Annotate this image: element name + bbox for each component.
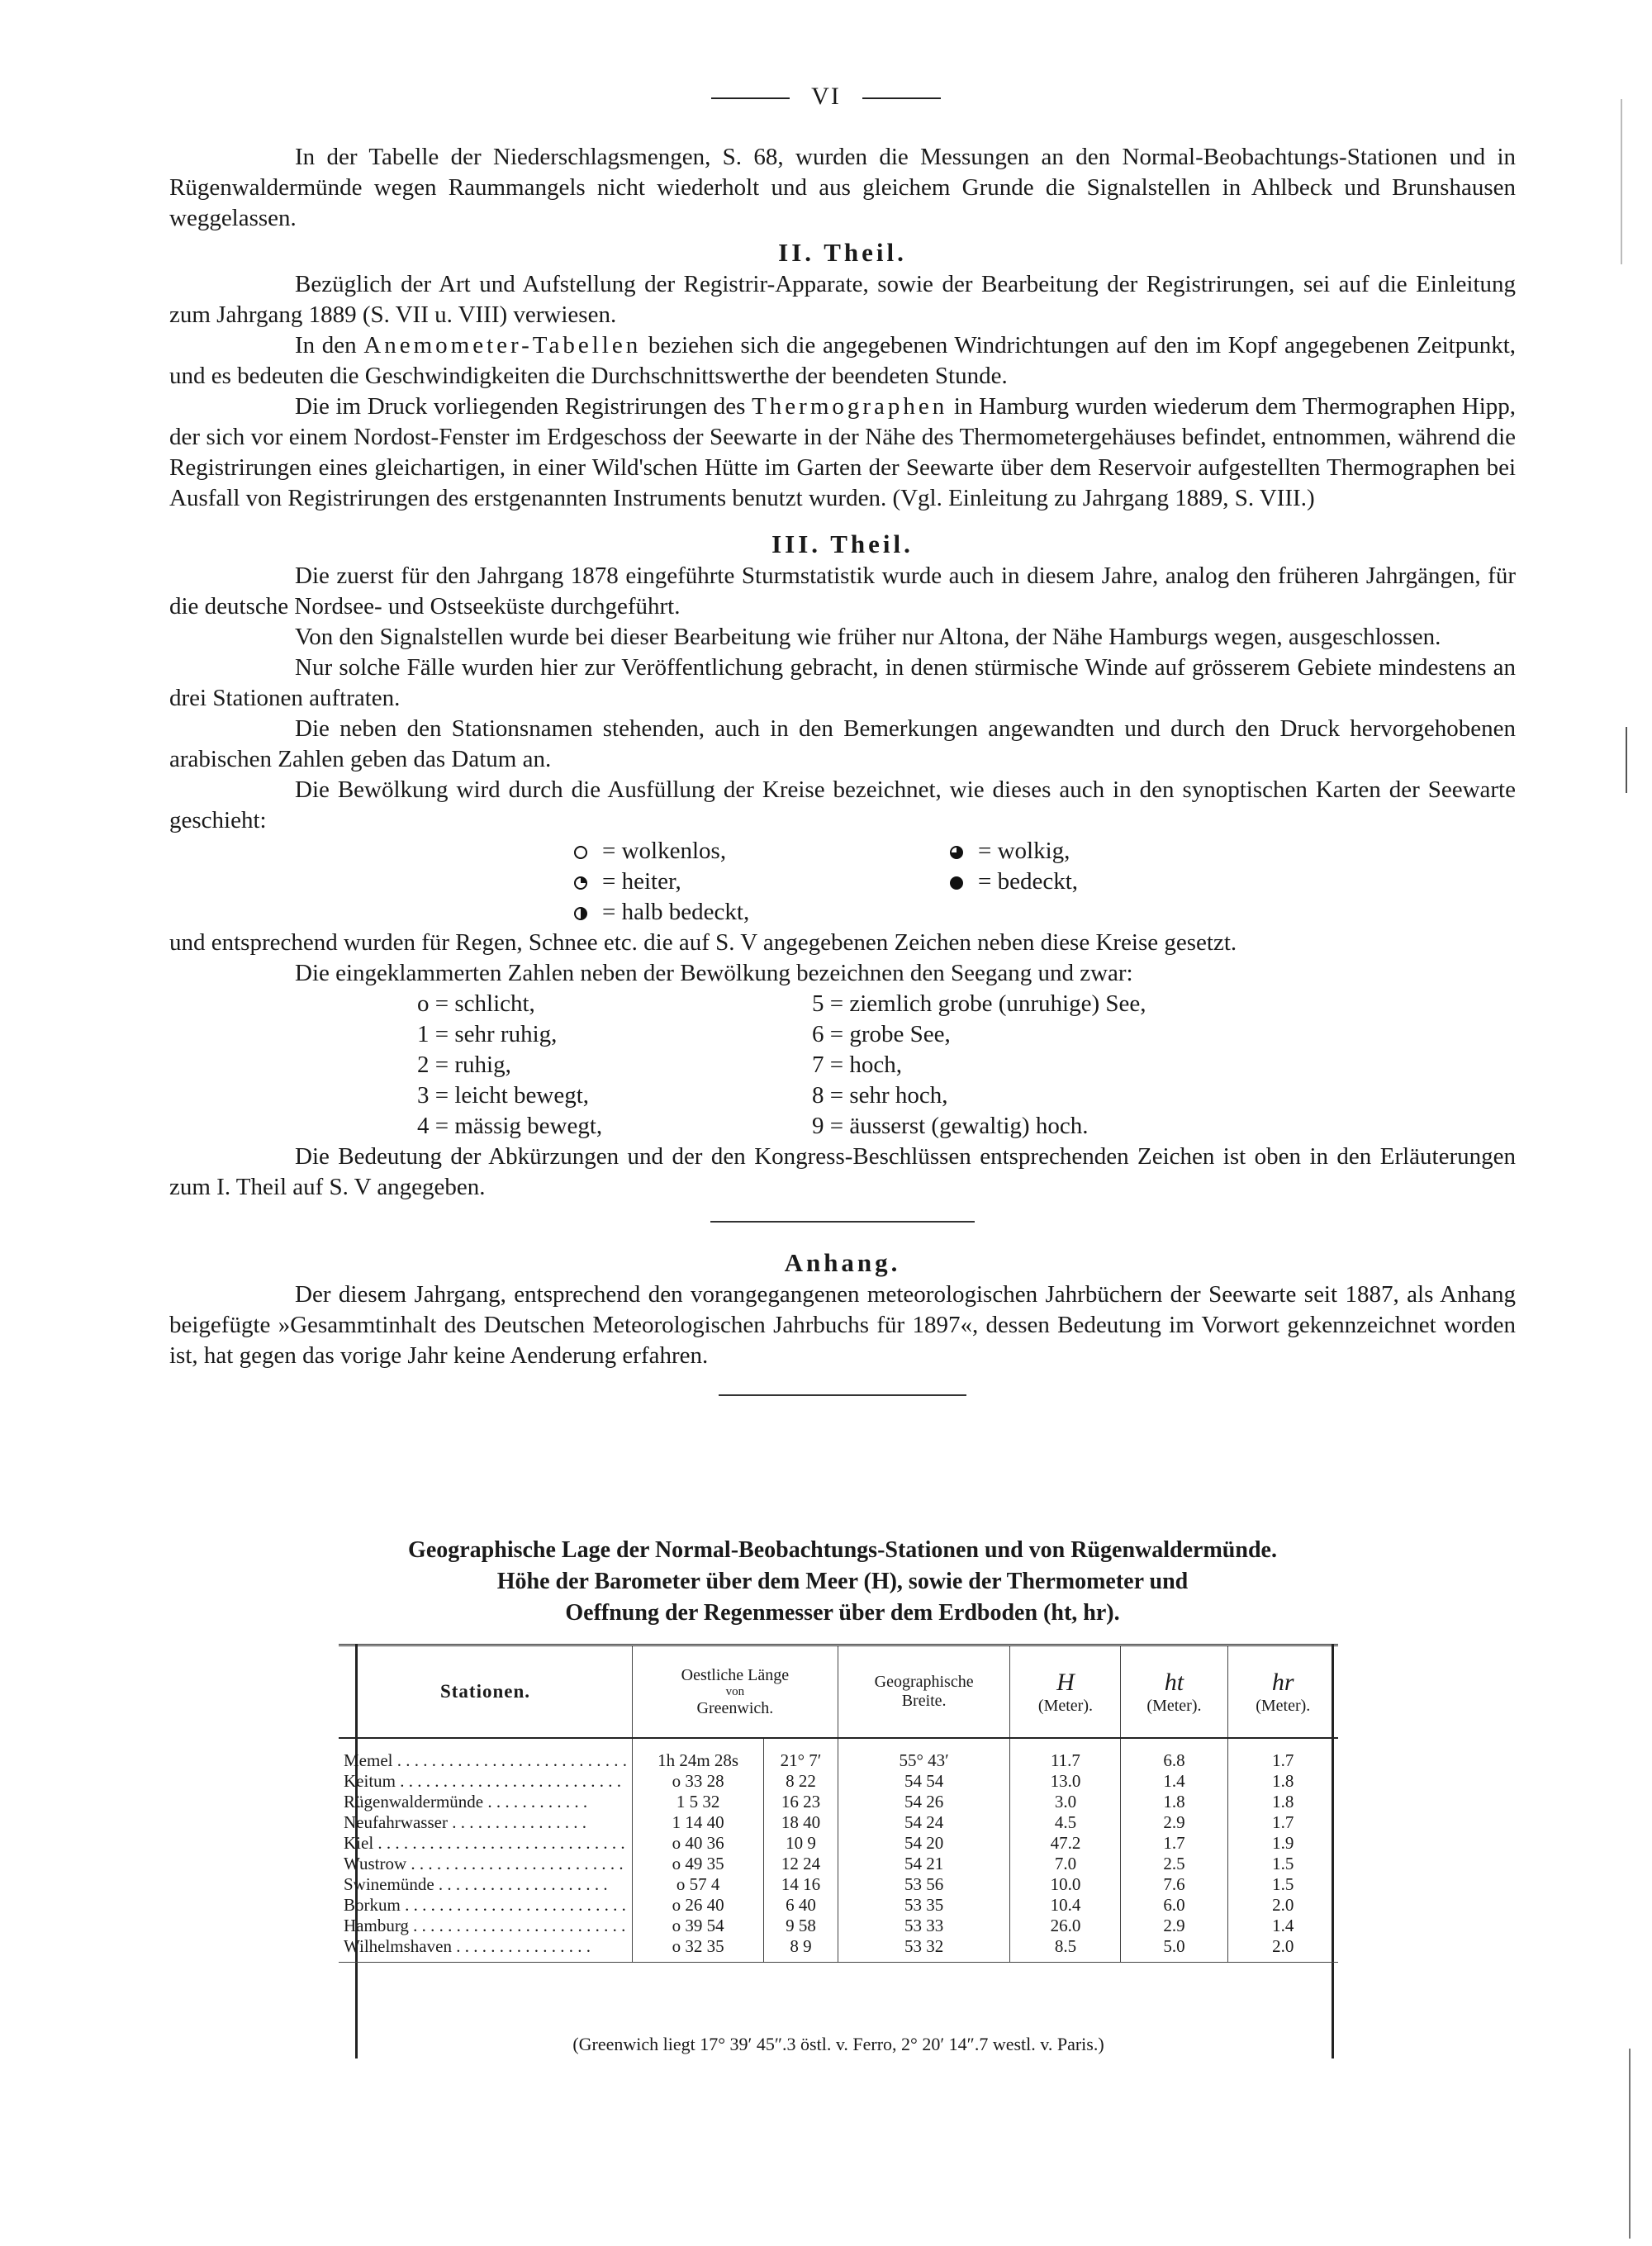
- cloud-clear-icon: [574, 846, 587, 859]
- part-2-paragraph-1: Bezüglich der Art und Aufstellung der Registrir-Apparate, sowie der Bearbeitung der Registrirungen, sei auf die Einleitung zum Jahrgang 1889 (S. VII u. VIII) verwiesen.: [169, 271, 1516, 328]
- section-divider: [719, 1394, 966, 1396]
- sea-state-row: o = schlicht, 5 = ziemlich grobe (unruhige) See,: [417, 990, 1146, 1017]
- page-number: [0, 83, 1652, 111]
- part-3-heading: III. Theil.: [771, 529, 914, 558]
- scan-edge-mark: [1629, 2049, 1631, 2239]
- part-2-paragraph-2: In den Anemometer-Tabellen beziehen sich die angegebenen Windrichtungen auf den im Kopf angegebenen Zeitpunkt, und es bedeuten die Geschwindigkeiten die Durchschnittswerthe der beendeten Stunde.: [169, 332, 1516, 389]
- part-3-paragraph-6: und entsprechend wurden für Regen, Schnee etc. die auf S. V angegebenen Zeichen neben diese Kreise gesetzt.: [169, 929, 1237, 956]
- part-2-paragraph-3: Die im Druck vorliegenden Registrirungen des Thermographen in Hamburg wurden wiederum dem Thermographen Hipp, der sich vor einem Nordost-Fenster im Erdgeschoss der Seewarte in der Nähe des Thermometergehäuses befindet, entnommen, während die Registrirungen eines gleichartigen, in einer Wild'schen Hütte im Garten der Seewarte über dem Reservoir aufgestellten Thermographen bei Ausfall von Registrirungen des erstgenannten Instruments benutzt wurden. (Vgl. Einleitung zu Jahrgang 1889, S. VIII.): [169, 393, 1516, 511]
- cloud-half-icon: [574, 907, 587, 920]
- appendix-paragraph: Der diesem Jahrgang, entsprechend den vorangegangenen meteorologischen Jahrbüchern der Seewarte seit 1887, als Anhang beigefügte »Gesammtinhalt des Deutschen Meteorologischen Jahrbuchs für 1897«, dessen Bedeutung im Vorwort gekennzeichnet worden ist, hat gegen das vorige Jahr keine Aenderung erfahren.: [169, 1281, 1516, 1369]
- part-3-paragraph-5: Die Bewölkung wird durch die Ausfüllung der Kreise bezeichnet, wie dieses auch in den synoptischen Karten der Seewarte geschieht:: [169, 776, 1516, 833]
- part-3-paragraph-4: Die neben den Stationsnamen stehenden, auch in den Bemerkungen angewandten und durch den Druck hervorgehobenen arabischen Zahlen geben das Datum an.: [169, 715, 1516, 772]
- anemometer-term: Anemometer-Tabellen: [363, 332, 642, 359]
- table-footnote: (Greenwich liegt 17° 39′ 45″.3 östl. v. Ferro, 2° 20′ 14″.7 westl. v. Paris.): [572, 2034, 1104, 2054]
- table-row: Kiel . . . . . . . . . . . . . . . . . . . . . . . . . . . . . o 40 36 10 9 54 20 47.2 1.7 1.9: [339, 1833, 1338, 1854]
- rain-gauge-height-header: hr (Meter).: [1227, 1645, 1338, 1739]
- thermograph-term: Thermographen: [752, 393, 948, 420]
- table-row: Wustrow . . . . . . . . . . . . . . . . . . . . . . . . . o 49 35 12 24 54 21 7.0 2.5 1.5: [339, 1854, 1338, 1874]
- table-row: Borkum . . . . . . . . . . . . . . . . . . . . . . . . . . o 26 40 6 40 53 35 10.4 6.0 2.0: [339, 1895, 1338, 1916]
- table-title: Geographische Lage der Normal-Beobachtungs-Stationen und von Rügenwaldermünde. Höhe der Barometer über dem Meer (H), sowie der Thermometer und Oeffnung der Regenmesser über dem Erdboden (ht, hr).: [408, 1537, 1277, 1626]
- latitude-header: Geographische Breite.: [838, 1645, 1010, 1739]
- table-row: Keitum . . . . . . . . . . . . . . . . . . . . . . . . . . o 33 28 8 22 54 54 13.0 1.4 1.8: [339, 1771, 1338, 1792]
- cloud-symbol-row: = heiter, = bedeckt,: [169, 867, 1516, 897]
- cloud-overcast-icon: [950, 876, 963, 890]
- table-row: Memel . . . . . . . . . . . . . . . . . . . . . . . . . . . 1h 24m 28s 21° 7′ 55° 43′ 11.7 6.8 1.7: [339, 1738, 1338, 1771]
- cloud-symbol-row: = halb bedeckt,: [169, 897, 1516, 928]
- main-text: [169, 142, 1516, 1396]
- part-3-paragraph-1: Die zuerst für den Jahrgang 1878 eingeführte Sturmstatistik wurde auch in diesem Jahre, analog den früheren Jahrgängen, für die deutsche Nordsee- und Ostseeküste durchgeführt.: [169, 563, 1516, 620]
- thermometer-height-header: ht (Meter).: [1121, 1645, 1227, 1739]
- appendix-heading: Anhang.: [784, 1248, 901, 1277]
- table-row: Swinemünde . . . . . . . . . . . . . . . . . . . . o 57 4 14 16 53 56 10.0 7.6 1.5: [339, 1874, 1338, 1895]
- sea-state-row: 1 = sehr ruhig, 6 = grobe See,: [417, 1021, 951, 1047]
- table-row: Neufahrwasser . . . . . . . . . . . . . . . . 1 14 40 18 40 54 24 4.5 2.9 1.7: [339, 1812, 1338, 1833]
- table-row: Rügenwaldermünde . . . . . . . . . . . . 1 5 32 16 23 54 26 3.0 1.8 1.8: [339, 1792, 1338, 1812]
- table-row: Hamburg . . . . . . . . . . . . . . . . . . . . . . . . . o 39 54 9 58 53 33 26.0 2.9 1.4: [339, 1916, 1338, 1936]
- scan-edge-mark: [1626, 727, 1627, 793]
- table-row: Wilhelmshaven . . . . . . . . . . . . . . . . o 32 35 8 9 53 32 8.5 5.0 2.0: [339, 1936, 1338, 1963]
- part-3-paragraph-2: Von den Signalstellen wurde bei dieser Bearbeitung wie früher nur Altona, der Nähe Hamburgs wegen, ausgeschlossen.: [295, 624, 1441, 650]
- intro-paragraph: In der Tabelle der Niederschlagsmengen, S. 68, wurden die Messungen an den Normal-Beobachtungs-Stationen und in Rügenwaldermünde wegen Raummangels nicht wiederholt und aus gleichem Grunde die Signalstellen in Ahlbeck und Brunshausen weggelassen.: [169, 144, 1516, 231]
- station-header: Stationen.: [339, 1645, 632, 1739]
- longitude-header: Oestliche Länge von Greenwich.: [632, 1645, 838, 1739]
- part-3-paragraph-7: Die eingeklammerten Zahlen neben der Bewölkung bezeichnen den Seegang und zwar:: [295, 960, 1133, 986]
- sea-state-row: 2 = ruhig, 7 = hoch,: [417, 1052, 902, 1078]
- barometer-height-header: H (Meter).: [1010, 1645, 1121, 1739]
- part-3-paragraph-8: Die Bedeutung der Abkürzungen und der den Kongress-Beschlüssen entsprechenden Zeichen ist oben in den Erläuterungen zum I. Theil auf S. V angegeben.: [169, 1143, 1516, 1200]
- sea-state-row: 4 = mässig bewegt, 9 = äusserst (gewaltig) hoch.: [417, 1113, 1089, 1139]
- cloud-fair-icon: [574, 876, 587, 890]
- cloud-mostly-icon: [950, 846, 963, 859]
- part-3-paragraph-3: Nur solche Fälle wurden hier zur Veröffentlichung gebracht, in denen stürmische Winde auf grösserem Gebiete mindestens an drei Stationen auftraten.: [169, 654, 1516, 711]
- part-2-heading: II. Theil.: [778, 238, 907, 267]
- section-divider: [710, 1221, 975, 1223]
- page-number-text: VI: [811, 83, 841, 110]
- scan-edge-mark: [1621, 99, 1622, 264]
- cloud-symbol-row: = wolkenlos, = wolkig,: [169, 836, 1516, 867]
- stations-table: [339, 1644, 1338, 1963]
- sea-state-row: 3 = leicht bewegt, 8 = sehr hoch,: [417, 1082, 948, 1109]
